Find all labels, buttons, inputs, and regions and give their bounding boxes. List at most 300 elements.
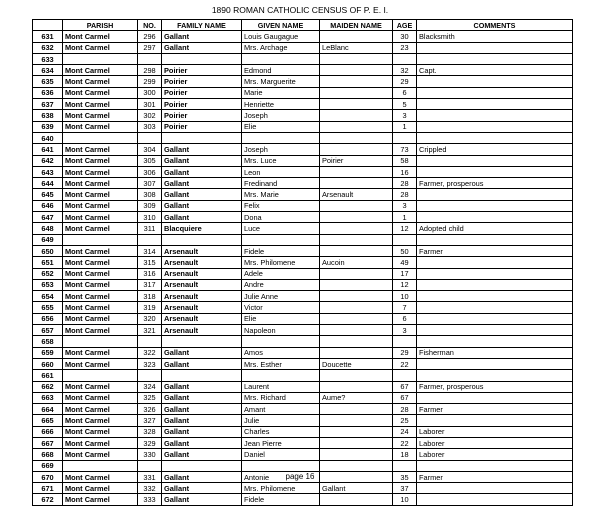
comments-cell — [417, 99, 573, 110]
parish-cell: Mont Carmel — [63, 76, 138, 87]
comments-cell: Adopted child — [417, 223, 573, 234]
row-index: 659 — [33, 347, 63, 358]
age-cell: 35 — [393, 471, 417, 482]
row-index: 652 — [33, 268, 63, 279]
comments-cell — [417, 279, 573, 290]
number-cell: 297 — [138, 42, 162, 53]
given-name-cell — [242, 53, 320, 64]
family-name-cell — [162, 370, 242, 381]
maiden-name-cell — [320, 99, 393, 110]
comments-cell — [417, 166, 573, 177]
family-name-cell: Arsenault — [162, 325, 242, 336]
given-name-cell: Leon — [242, 166, 320, 177]
table-row — [33, 302, 573, 313]
age-cell: 32 — [393, 65, 417, 76]
age-cell: 7 — [393, 302, 417, 313]
table-row — [33, 178, 573, 189]
family-name-cell: Gallant — [162, 212, 242, 223]
family-name-cell: Gallant — [162, 155, 242, 166]
given-name-cell: Fidele — [242, 245, 320, 256]
age-cell: 1 — [393, 212, 417, 223]
given-name-cell: Henriette — [242, 99, 320, 110]
table-row — [33, 370, 573, 381]
table-row — [33, 291, 573, 302]
table-row — [33, 483, 573, 494]
parish-cell: Mont Carmel — [63, 494, 138, 505]
table-row — [33, 132, 573, 143]
given-name-cell: Dona — [242, 212, 320, 223]
maiden-name-cell: Doucette — [320, 358, 393, 369]
parish-cell: Mont Carmel — [63, 110, 138, 121]
given-name-cell: Mrs. Marguerite — [242, 76, 320, 87]
comments-cell — [417, 132, 573, 143]
row-index: 636 — [33, 87, 63, 98]
comments-cell: Laborer — [417, 426, 573, 437]
number-cell: 317 — [138, 279, 162, 290]
age-cell — [393, 234, 417, 245]
parish-cell: Mont Carmel — [63, 166, 138, 177]
number-cell — [138, 370, 162, 381]
table-row — [33, 110, 573, 121]
header-family-name: FAMILY NAME — [162, 20, 242, 31]
number-cell: 301 — [138, 99, 162, 110]
comments-cell — [417, 392, 573, 403]
number-cell: 327 — [138, 415, 162, 426]
age-cell: 28 — [393, 178, 417, 189]
given-name-cell: Mrs. Luce — [242, 155, 320, 166]
maiden-name-cell — [320, 494, 393, 505]
page-number: page 16 — [285, 472, 315, 481]
given-name-cell: Jean Pierre — [242, 437, 320, 448]
given-name-cell: Amant — [242, 404, 320, 415]
row-index: 654 — [33, 291, 63, 302]
maiden-name-cell: Aucoin — [320, 257, 393, 268]
number-cell: 320 — [138, 313, 162, 324]
age-cell — [393, 132, 417, 143]
given-name-cell: Mrs. Archage — [242, 42, 320, 53]
comments-cell — [417, 155, 573, 166]
family-name-cell: Gallant — [162, 381, 242, 392]
number-cell: 321 — [138, 325, 162, 336]
row-index: 660 — [33, 358, 63, 369]
age-cell: 23 — [393, 42, 417, 53]
number-cell — [138, 336, 162, 347]
number-cell: 318 — [138, 291, 162, 302]
given-name-cell: Mrs. Marie — [242, 189, 320, 200]
given-name-cell: Elie — [242, 121, 320, 132]
maiden-name-cell — [320, 76, 393, 87]
row-index: 653 — [33, 279, 63, 290]
family-name-cell: Gallant — [162, 437, 242, 448]
header-no: NO. — [138, 20, 162, 31]
table-row — [33, 223, 573, 234]
row-index: 632 — [33, 42, 63, 53]
table-row — [33, 279, 573, 290]
parish-cell: Mont Carmel — [63, 65, 138, 76]
parish-cell — [63, 460, 138, 471]
number-cell — [138, 53, 162, 64]
family-name-cell: Poirier — [162, 65, 242, 76]
parish-cell: Mont Carmel — [63, 302, 138, 313]
comments-cell — [417, 313, 573, 324]
family-name-cell: Arsenault — [162, 313, 242, 324]
comments-cell: Farmer, prosperous — [417, 381, 573, 392]
comments-cell — [417, 200, 573, 211]
comments-cell: Farmer — [417, 471, 573, 482]
comments-cell — [417, 212, 573, 223]
given-name-cell — [242, 336, 320, 347]
age-cell: 29 — [393, 347, 417, 358]
age-cell: 22 — [393, 437, 417, 448]
number-cell: 322 — [138, 347, 162, 358]
comments-cell — [417, 336, 573, 347]
parish-cell — [63, 370, 138, 381]
family-name-cell: Gallant — [162, 449, 242, 460]
comments-cell — [417, 415, 573, 426]
number-cell: 307 — [138, 178, 162, 189]
age-cell: 6 — [393, 313, 417, 324]
family-name-cell: Poirier — [162, 110, 242, 121]
age-cell: 58 — [393, 155, 417, 166]
age-cell: 73 — [393, 144, 417, 155]
maiden-name-cell — [320, 302, 393, 313]
number-cell: 330 — [138, 449, 162, 460]
row-index: 666 — [33, 426, 63, 437]
age-cell: 29 — [393, 76, 417, 87]
given-name-cell: Amos — [242, 347, 320, 358]
given-name-cell: Julie — [242, 415, 320, 426]
row-index: 671 — [33, 483, 63, 494]
age-cell: 25 — [393, 415, 417, 426]
number-cell — [138, 234, 162, 245]
maiden-name-cell — [320, 178, 393, 189]
number-cell: 323 — [138, 358, 162, 369]
parish-cell: Mont Carmel — [63, 144, 138, 155]
parish-cell: Mont Carmel — [63, 99, 138, 110]
table-row — [33, 460, 573, 471]
header-given-name: GIVEN NAME — [242, 20, 320, 31]
parish-cell: Mont Carmel — [63, 223, 138, 234]
maiden-name-cell — [320, 110, 393, 121]
table-row — [33, 381, 573, 392]
maiden-name-cell: Poirier — [320, 155, 393, 166]
comments-cell — [417, 358, 573, 369]
comments-cell: Crippled — [417, 144, 573, 155]
table-row — [33, 449, 573, 460]
parish-cell: Mont Carmel — [63, 279, 138, 290]
table-row — [33, 42, 573, 53]
age-cell: 16 — [393, 166, 417, 177]
table-row — [33, 325, 573, 336]
number-cell: 316 — [138, 268, 162, 279]
family-name-cell — [162, 132, 242, 143]
comments-cell — [417, 189, 573, 200]
given-name-cell: Elie — [242, 313, 320, 324]
parish-cell: Mont Carmel — [63, 347, 138, 358]
row-index: 650 — [33, 245, 63, 256]
table-row — [33, 189, 573, 200]
given-name-cell: Edmond — [242, 65, 320, 76]
row-index: 655 — [33, 302, 63, 313]
maiden-name-cell — [320, 31, 393, 42]
age-cell: 3 — [393, 200, 417, 211]
given-name-cell: Julie Anne — [242, 291, 320, 302]
table-row — [33, 200, 573, 211]
parish-cell: Mont Carmel — [63, 437, 138, 448]
row-index: 640 — [33, 132, 63, 143]
age-cell: 3 — [393, 110, 417, 121]
row-index: 641 — [33, 144, 63, 155]
row-index: 639 — [33, 121, 63, 132]
maiden-name-cell — [320, 212, 393, 223]
comments-cell: Farmer — [417, 404, 573, 415]
parish-cell — [63, 234, 138, 245]
header-parish: PARISH — [63, 20, 138, 31]
given-name-cell: Fidele — [242, 494, 320, 505]
number-cell: 324 — [138, 381, 162, 392]
row-index: 668 — [33, 449, 63, 460]
family-name-cell: Arsenault — [162, 302, 242, 313]
comments-cell — [417, 370, 573, 381]
family-name-cell — [162, 336, 242, 347]
family-name-cell — [162, 460, 242, 471]
maiden-name-cell — [320, 381, 393, 392]
age-cell: 10 — [393, 494, 417, 505]
parish-cell: Mont Carmel — [63, 178, 138, 189]
table-row — [33, 313, 573, 324]
parish-cell: Mont Carmel — [63, 155, 138, 166]
age-cell: 6 — [393, 87, 417, 98]
given-name-cell: Andre — [242, 279, 320, 290]
comments-cell: Farmer, prosperous — [417, 178, 573, 189]
age-cell: 37 — [393, 483, 417, 494]
age-cell — [393, 460, 417, 471]
number-cell — [138, 460, 162, 471]
given-name-cell: Mrs. Philomene — [242, 483, 320, 494]
maiden-name-cell — [320, 415, 393, 426]
given-name-cell: Napoleon — [242, 325, 320, 336]
parish-cell: Mont Carmel — [63, 291, 138, 302]
number-cell: 326 — [138, 404, 162, 415]
age-cell: 50 — [393, 245, 417, 256]
given-name-cell: Mrs. Philomene — [242, 257, 320, 268]
parish-cell: Mont Carmel — [63, 471, 138, 482]
parish-cell: Mont Carmel — [63, 87, 138, 98]
family-name-cell: Gallant — [162, 483, 242, 494]
maiden-name-cell — [320, 121, 393, 132]
number-cell: 306 — [138, 166, 162, 177]
family-name-cell: Gallant — [162, 426, 242, 437]
number-cell: 325 — [138, 392, 162, 403]
parish-cell: Mont Carmel — [63, 313, 138, 324]
given-name-cell: Luce — [242, 223, 320, 234]
comments-cell — [417, 234, 573, 245]
age-cell: 1 — [393, 121, 417, 132]
given-name-cell — [242, 370, 320, 381]
family-name-cell: Gallant — [162, 42, 242, 53]
comments-cell — [417, 325, 573, 336]
row-index: 663 — [33, 392, 63, 403]
given-name-cell: Louis Gaugague — [242, 31, 320, 42]
family-name-cell: Arsenault — [162, 291, 242, 302]
maiden-name-cell — [320, 449, 393, 460]
parish-cell: Mont Carmel — [63, 42, 138, 53]
maiden-name-cell — [320, 144, 393, 155]
age-cell — [393, 53, 417, 64]
number-cell: 314 — [138, 245, 162, 256]
parish-cell: Mont Carmel — [63, 257, 138, 268]
row-index: 633 — [33, 53, 63, 64]
number-cell: 302 — [138, 110, 162, 121]
census-body — [33, 31, 573, 505]
row-index: 661 — [33, 370, 63, 381]
table-row — [33, 121, 573, 132]
number-cell: 298 — [138, 65, 162, 76]
family-name-cell: Gallant — [162, 392, 242, 403]
age-cell: 17 — [393, 268, 417, 279]
row-index: 631 — [33, 31, 63, 42]
maiden-name-cell: LeBlanc — [320, 42, 393, 53]
table-row — [33, 99, 573, 110]
row-index: 665 — [33, 415, 63, 426]
row-index: 658 — [33, 336, 63, 347]
age-cell: 67 — [393, 381, 417, 392]
row-index: 649 — [33, 234, 63, 245]
given-name-cell — [242, 460, 320, 471]
number-cell: 305 — [138, 155, 162, 166]
comments-cell — [417, 257, 573, 268]
row-index: 667 — [33, 437, 63, 448]
parish-cell: Mont Carmel — [63, 121, 138, 132]
table-row — [33, 404, 573, 415]
table-row — [33, 87, 573, 98]
comments-cell — [417, 302, 573, 313]
family-name-cell: Arsenault — [162, 257, 242, 268]
family-name-cell: Gallant — [162, 166, 242, 177]
row-index: 645 — [33, 189, 63, 200]
maiden-name-cell — [320, 234, 393, 245]
given-name-cell: Joseph — [242, 110, 320, 121]
table-row — [33, 257, 573, 268]
family-name-cell: Poirier — [162, 76, 242, 87]
row-index: 644 — [33, 178, 63, 189]
given-name-cell — [242, 234, 320, 245]
comments-cell — [417, 483, 573, 494]
number-cell: 308 — [138, 189, 162, 200]
maiden-name-cell — [320, 426, 393, 437]
number-cell: 315 — [138, 257, 162, 268]
parish-cell: Mont Carmel — [63, 245, 138, 256]
row-index: 634 — [33, 65, 63, 76]
comments-cell: Capt. — [417, 65, 573, 76]
family-name-cell: Gallant — [162, 358, 242, 369]
parish-cell: Mont Carmel — [63, 358, 138, 369]
header-maiden-name: MAIDEN NAME — [320, 20, 393, 31]
maiden-name-cell — [320, 200, 393, 211]
table-row — [33, 336, 573, 347]
age-cell: 12 — [393, 223, 417, 234]
maiden-name-cell — [320, 313, 393, 324]
row-index: 664 — [33, 404, 63, 415]
parish-cell: Mont Carmel — [63, 381, 138, 392]
number-cell: 309 — [138, 200, 162, 211]
parish-cell: Mont Carmel — [63, 415, 138, 426]
given-name-cell: Adele — [242, 268, 320, 279]
family-name-cell: Gallant — [162, 404, 242, 415]
row-index: 646 — [33, 200, 63, 211]
given-name-cell: Marie — [242, 87, 320, 98]
parish-cell: Mont Carmel — [63, 449, 138, 460]
given-name-cell: Antonie — [242, 471, 320, 482]
age-cell: 28 — [393, 404, 417, 415]
comments-cell — [417, 494, 573, 505]
row-index: 670 — [33, 471, 63, 482]
document-title: 1890 ROMAN CATHOLIC CENSUS OF P. E. I. — [211, 5, 389, 15]
row-index: 656 — [33, 313, 63, 324]
parish-cell: Mont Carmel — [63, 268, 138, 279]
family-name-cell: Poirier — [162, 99, 242, 110]
maiden-name-cell — [320, 87, 393, 98]
given-name-cell: Victor — [242, 302, 320, 313]
comments-cell — [417, 110, 573, 121]
table-row — [33, 155, 573, 166]
table-row — [33, 426, 573, 437]
row-index: 638 — [33, 110, 63, 121]
parish-cell: Mont Carmel — [63, 31, 138, 42]
age-cell: 10 — [393, 291, 417, 302]
age-cell: 18 — [393, 449, 417, 460]
comments-cell — [417, 42, 573, 53]
age-cell: 5 — [393, 99, 417, 110]
comments-cell: Blacksmith — [417, 31, 573, 42]
comments-cell — [417, 121, 573, 132]
number-cell: 304 — [138, 144, 162, 155]
row-index: 662 — [33, 381, 63, 392]
parish-cell: Mont Carmel — [63, 404, 138, 415]
number-cell: 299 — [138, 76, 162, 87]
age-cell — [393, 370, 417, 381]
parish-cell: Mont Carmel — [63, 483, 138, 494]
comments-cell — [417, 460, 573, 471]
comments-cell — [417, 87, 573, 98]
maiden-name-cell — [320, 279, 393, 290]
maiden-name-cell — [320, 166, 393, 177]
family-name-cell: Arsenault — [162, 245, 242, 256]
number-cell: 328 — [138, 426, 162, 437]
maiden-name-cell — [320, 460, 393, 471]
table-row — [33, 245, 573, 256]
table-row — [33, 437, 573, 448]
age-cell: 30 — [393, 31, 417, 42]
given-name-cell: Mrs. Esther — [242, 358, 320, 369]
number-cell: 332 — [138, 483, 162, 494]
maiden-name-cell — [320, 325, 393, 336]
maiden-name-cell: Arsenault — [320, 189, 393, 200]
age-cell: 67 — [393, 392, 417, 403]
age-cell: 28 — [393, 189, 417, 200]
number-cell: 303 — [138, 121, 162, 132]
table-row — [33, 358, 573, 369]
age-cell: 49 — [393, 257, 417, 268]
table-row — [33, 415, 573, 426]
age-cell: 22 — [393, 358, 417, 369]
maiden-name-cell — [320, 245, 393, 256]
row-index: 637 — [33, 99, 63, 110]
header-index — [33, 20, 63, 31]
row-index: 643 — [33, 166, 63, 177]
header-row — [33, 20, 573, 31]
family-name-cell — [162, 53, 242, 64]
